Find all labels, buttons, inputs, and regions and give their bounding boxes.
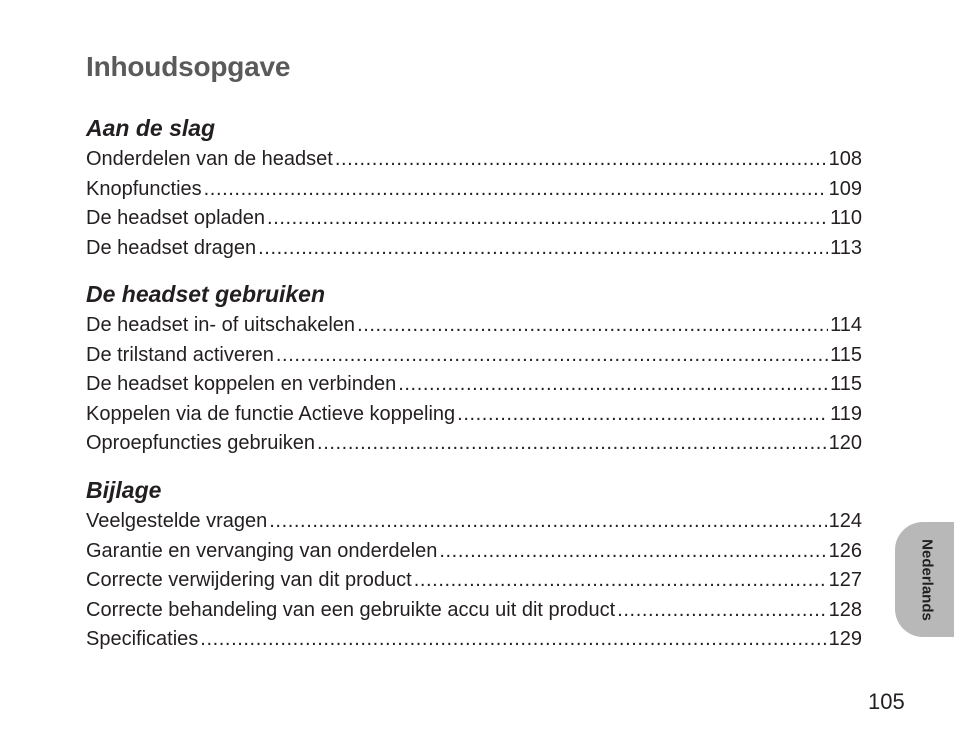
toc-entry-page: 114: [830, 314, 862, 336]
dot-leader: [258, 234, 828, 264]
toc-entry-page: 109: [828, 177, 862, 200]
dot-leader: [276, 341, 828, 371]
toc-entry-page: 115: [830, 343, 862, 366]
toc-section-de-headset-gebruiken: [86, 277, 862, 459]
dot-leader: [414, 566, 827, 596]
dot-leader: [398, 370, 828, 400]
section-heading: Bijlage: [86, 477, 162, 503]
toc-entry-title: Veelgestelde vragen: [86, 510, 268, 532]
dot-leader: [317, 429, 827, 459]
page-title: Inhoudsopgave: [86, 51, 291, 82]
toc-entry-page: 119: [830, 402, 862, 425]
dot-leader: [617, 596, 826, 626]
dot-leader: [439, 537, 826, 567]
toc-entry[interactable]: [86, 370, 862, 400]
toc-entry-title: De headset opladen: [86, 207, 266, 230]
language-tab-label: Nederlands: [918, 539, 936, 621]
toc-entry-title: De headset koppelen en verbinden: [86, 373, 397, 396]
toc-entry[interactable]: [86, 596, 862, 626]
page-number: 105: [868, 689, 905, 714]
toc-entry-page: 129: [828, 628, 862, 651]
toc-entry-page: 126: [828, 539, 862, 562]
toc-entry-page: 127: [828, 569, 862, 592]
toc-entry[interactable]: [86, 311, 862, 341]
dot-leader: [335, 145, 827, 175]
toc-entry-title: Koppelen via de functie Actieve koppeling: [86, 402, 456, 425]
toc-entry[interactable]: [86, 429, 862, 459]
toc-entry-title: Correcte verwijdering van dit product: [86, 569, 412, 592]
dot-leader: [269, 507, 826, 537]
toc-entry-title: Specificaties: [86, 628, 199, 651]
section-heading: De headset gebruiken: [86, 281, 326, 307]
toc-entry-page: 128: [828, 598, 862, 621]
toc-entry-title: De headset in- of uitschakelen: [86, 314, 356, 336]
toc-entry-title: Knopfuncties: [86, 177, 202, 200]
toc-entry-page: 108: [828, 148, 862, 170]
toc-entry[interactable]: [86, 341, 862, 371]
toc-entry-page: 115: [830, 373, 862, 396]
toc-entry[interactable]: [86, 204, 862, 234]
dot-leader: [357, 311, 828, 341]
toc-entry[interactable]: [86, 145, 862, 175]
dot-leader: [457, 400, 828, 430]
toc-entry[interactable]: [86, 400, 862, 430]
toc-entry[interactable]: [86, 234, 862, 264]
toc-entry-page: 120: [828, 432, 862, 455]
toc-entry-title: Onderdelen van de headset: [86, 148, 333, 170]
toc-entry[interactable]: [86, 566, 862, 596]
toc-entry-title: Correcte behandeling van een gebruikte accu uit dit product: [86, 598, 616, 621]
dot-leader: [204, 175, 827, 205]
toc-entry-title: De headset dragen: [86, 236, 257, 259]
toc-entry[interactable]: [86, 537, 862, 567]
toc-entry[interactable]: [86, 625, 862, 655]
dot-leader: [267, 204, 828, 234]
toc-entry-title: De trilstand activeren: [86, 343, 274, 366]
toc-entry-title: Garantie en vervanging van onderdelen: [86, 539, 438, 562]
toc-entry[interactable]: [86, 175, 862, 205]
toc-entry-page: 113: [830, 236, 862, 259]
dot-leader: [200, 625, 826, 655]
toc-entry[interactable]: [86, 507, 862, 537]
toc-entry-page: 124: [828, 510, 862, 532]
toc-entry-title: Oproepfuncties gebruiken: [86, 432, 316, 455]
toc-section-bijlage: [86, 473, 862, 655]
toc-entry-page: 110: [830, 207, 862, 230]
toc-section-aan-de-slag: [86, 111, 862, 263]
section-heading: Aan de slag: [86, 115, 216, 141]
